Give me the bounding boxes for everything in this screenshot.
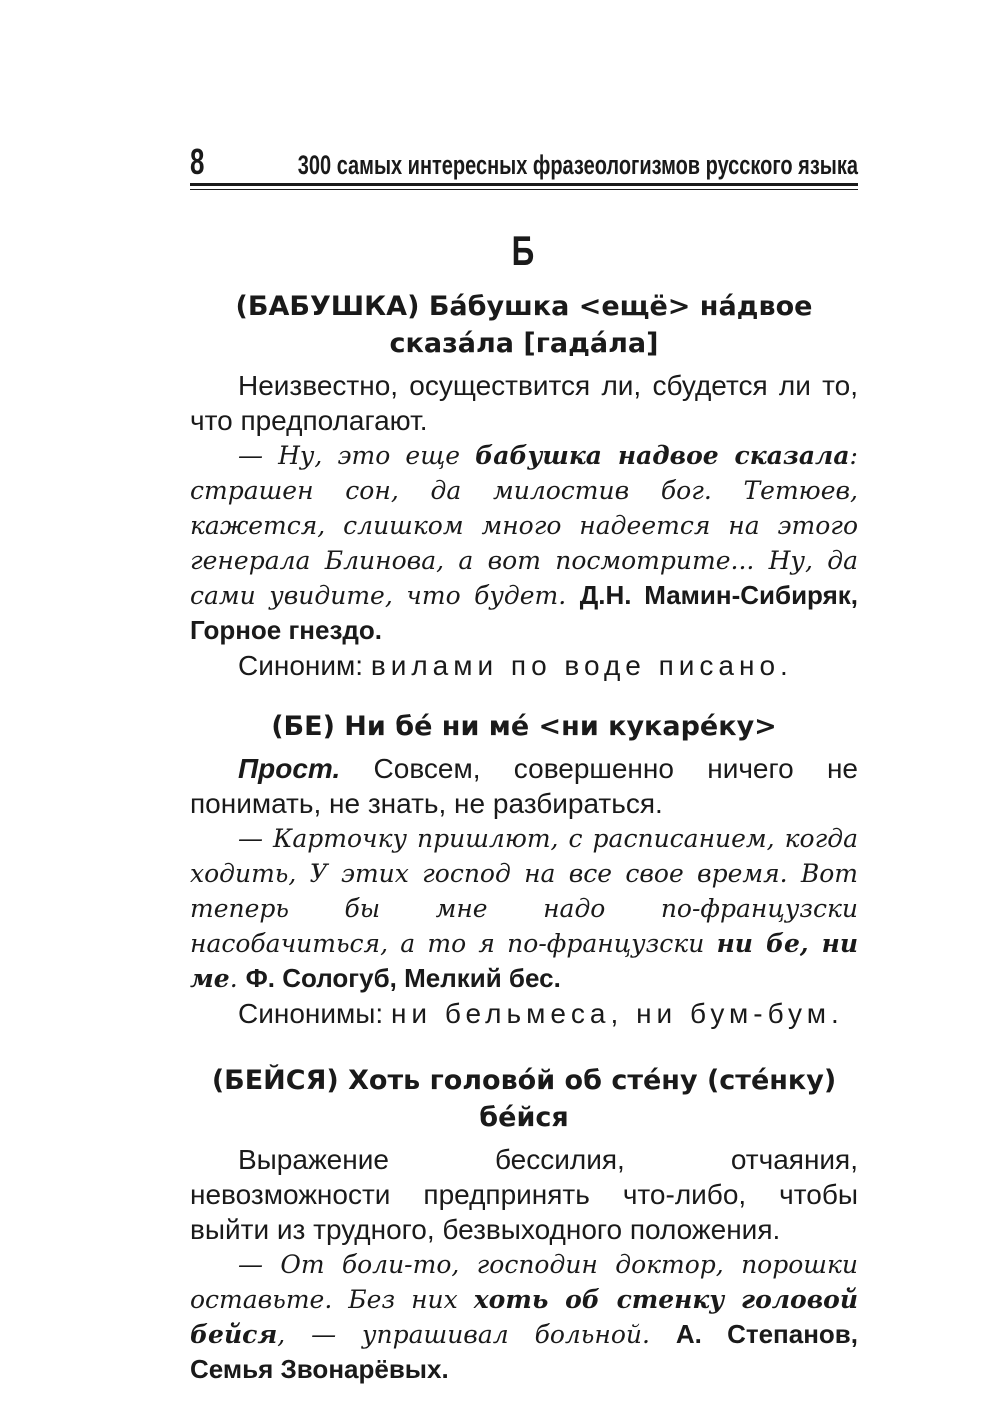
header-rule-thin bbox=[190, 189, 858, 190]
entry-headword: (БАБУШКА) Ба́бушка <ещё> на́двое сказа́ла [гада́ла] bbox=[235, 291, 813, 359]
quote-text: — От боли-то, господин доктор, порошки оставьте. Без них bbox=[190, 1250, 858, 1314]
synonyms-list: вилами по воде писано. bbox=[370, 650, 793, 681]
entry-quote bbox=[190, 438, 858, 648]
definition-text: Совсем, совершенно ничего не понимать, не знать, не разбираться. bbox=[190, 753, 859, 819]
quote-text: . bbox=[229, 964, 246, 993]
quote-source: Д.Н. Мамин-Сибиряк, Горное гнездо. bbox=[190, 580, 859, 645]
entry bbox=[190, 708, 858, 1032]
section-letter: Б bbox=[511, 227, 535, 274]
quote-phrase: хоть об стенку головой бейся bbox=[190, 1285, 858, 1349]
quote-text: : страшен сон, да милостив бог. Тетюев, кажется, слишком много надеется на этого генерала Блинова, а вот посмотрите... Ну, да сами увидите, что будет. bbox=[190, 441, 858, 610]
page-number: 8 bbox=[190, 141, 205, 182]
quote-phrase: ни бе, ни ме bbox=[190, 929, 858, 993]
quote-text: — Карточку пришлют, с расписанием, когда ходить, У этих господ на все свое время. Вот теперь бы мне надо по-французски насобачиться, а то я по-французски bbox=[190, 824, 858, 958]
header-rule-thick bbox=[190, 183, 858, 186]
entry bbox=[190, 1062, 858, 1387]
quote-source: А. Степанов, Семья Звонарёвых. bbox=[190, 1319, 858, 1384]
entry-definition: Выражение бессилия, отчаяния, невозможности предпринять что-либо, чтобы выйти из трудного, безвыходного положения. bbox=[190, 1144, 858, 1245]
quote-phrase: бабушка надвое сказала bbox=[475, 441, 850, 470]
dictionary-entries bbox=[190, 288, 858, 1387]
entry-headword: (БЕЙСЯ) Хоть голово́й об сте́ну (сте́нку) бе́йся bbox=[211, 1065, 837, 1133]
quote-text: — Ну, это еще bbox=[238, 441, 476, 470]
entry-headword: (БЕ) Ни бе́ ни ме́ <ни кукаре́ку> bbox=[271, 711, 777, 742]
quote-text: , — упрашивал больной. bbox=[277, 1320, 676, 1349]
usage-label: Прост. bbox=[238, 753, 341, 784]
entry-quote bbox=[190, 821, 858, 996]
synonyms-label: Синоним: bbox=[238, 650, 371, 681]
book-title: 300 самых интересных фразеологизмов русского языка bbox=[297, 150, 858, 180]
synonyms-label: Синонимы: bbox=[238, 998, 391, 1029]
entry-synonyms bbox=[190, 996, 858, 1032]
entry-definition: Неизвестно, осуществится ли, сбудется ли то, что предполагают. bbox=[190, 370, 858, 436]
entry-quote bbox=[190, 1247, 858, 1387]
entry bbox=[190, 288, 858, 684]
quote-source: Ф. Сологуб, Мелкий бес. bbox=[245, 963, 561, 993]
running-header bbox=[190, 142, 858, 186]
entry-definition bbox=[190, 751, 858, 821]
synonyms-list: ни бельмеса, ни бум-бум. bbox=[390, 998, 844, 1029]
entry-synonyms bbox=[190, 648, 858, 684]
